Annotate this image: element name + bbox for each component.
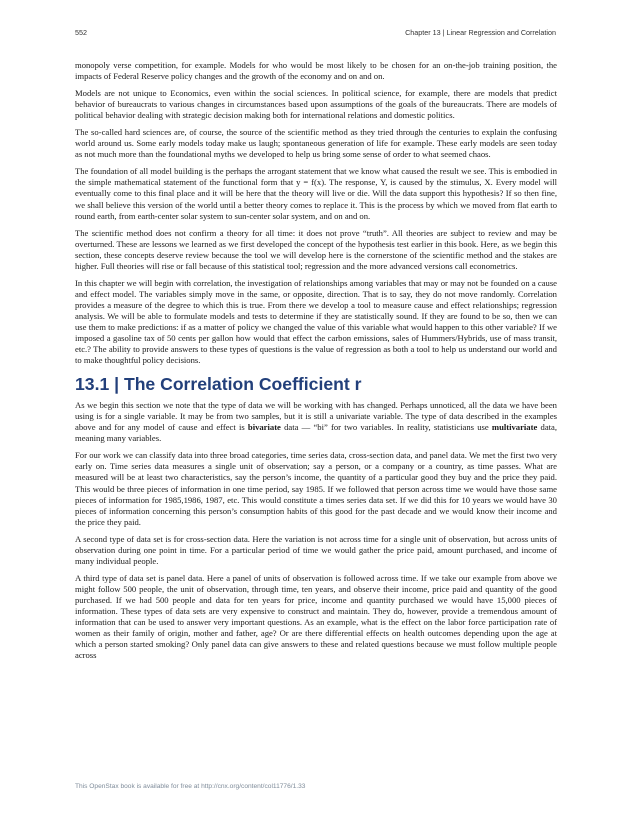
intro-paragraph-1: monopoly verse competition, for example. Models for who would be most likely to be chosen for an on-the-job training position, the impacts of Federal Reserve policy changes and the growth of the economy and on and on. (75, 60, 557, 82)
intro-paragraph-6: In this chapter we will begin with correlation, the investigation of relationships among variables that may or may not be founded on a cause and effect model. The variables simply move in the same, or opposite, direction. That is to say, they do not move randomly. Correlation provides a measure of the degree to which this is true. From there we develop a tool to measure cause and effect relationships; regression analysis. We will be able to formulate models and tests to determine if they are statistically sound. If they are found to be so, then we can use them to make predictions: if as a matter of policy we changed the value of this variable what would happen to this other variable? If we imposed a gasoline tax of 50 cents per gallon how would that effect the carbon emissions, sales of Hummers/Hybrids, use of mass transit, etc.? The ability to provide answers to these types of questions is the value of regression as both a tool to help us understand our world and to make thoughtful policy decisions. (75, 277, 557, 366)
page-footer: This OpenStax book is available for free at http://cnx.org/content/col11776/1.33 (75, 783, 306, 790)
page-number: 552 (75, 28, 87, 37)
section-paragraph-2: For our work we can classify data into three broad categories, time series data, cross-section data, and panel data. We met the first two very early on. Time series data measures a single unit of observation; say a person, or a company or a country, as time passes. What are measured will be at least two characteristics, say the person’s income, the quantity of a particular good they buy and the price they paid. This would be three pieces of information in one time period, say 1985. If we followed that person across time we would have those same pieces of information for 1985,1986, 1987, etc. This would constitute a times series data set. If we did this for 10 years we would have 30 pieces of information concerning this person’s consumption habits of this good for the past decade and we would know their income and the price they paid. (75, 450, 557, 527)
intro-paragraph-5: The scientific method does not confirm a theory for all time: it does not prove “truth”. All theories are subject to review and may be overturned. These are lessons we learned as we first developed the concept of the hypothesis test earlier in this book. Here, as we begin this section, these concepts deserve review because the tool we will develop here is the cornerstone of the scientific method and the stakes are higher. Full theories will rise or fall because of this statistical tool; regression and the more advanced versions call econometrics. (75, 227, 557, 271)
section-paragraph-1-part-b: data — “bi” for two variables. In reality, statisticians use (280, 422, 492, 433)
term-bivariate: bivariate (247, 422, 281, 433)
section-paragraph-1-part-c: data, meaning many variables. (75, 422, 557, 444)
intro-paragraph-3: The so-called hard sciences are, of course, the source of the scientific method as they tried through the centuries to explain the confusing world around us. Some early models today make us laugh; spontaneous generation of life for example. These early models are seen today as not much more than the foundational myths we developed to help us bring some sense of order to what seemed chaos. (75, 127, 557, 160)
intro-paragraph-2: Models are not unique to Economics, even within the social sciences. In political science, for example, there are models that predict behavior of bureaucrats to various changes in circumstances based upon assumptions of the goals of the bureaucrats. There are models of political behavior dealing with strategic decision making both for international relations and domestic politics. (75, 88, 557, 121)
section-paragraph-1 (75, 400, 557, 444)
section-paragraph-1-part-a: As we begin this section we note that the type of data we will be working with has changed. Perhaps unnoticed, all the data we have been using is for a single variable. It may be from two samples, but it is still a univariate variable. The type of data described in the examples above and for any model of cause and effect is (75, 400, 557, 433)
intro-paragraph-4: The foundation of all model building is the perhaps the arrogant statement that we know what caused the result we see. This is embodied in the simple mathematical statement of the functional form that y = f(x). The response, Y, is caused by the stimulus, X. Every model will eventually come to this final place and it will be here that the theory will live or die. Will the data support this hypothesis? If so then fine, we shall believe this version of the world until a better theory comes to replace it. This is the process by which we moved from flat earth to round earth, from earth-center solar system to sun-center solar system, and on and on. (75, 166, 557, 221)
term-multivariate: multivariate (491, 422, 538, 433)
page-body (75, 60, 557, 667)
section-paragraph-4: A third type of data set is panel data. Here a panel of units of observation is followed across time. If we take our example from above we might follow 500 people, the unit of observation, through time, ten years, and observe their income, price paid and quantity of the good purchased. If we had 500 people and data for ten years for price, income and quantity purchased we would have 15,000 pieces of information. These types of data sets are very expensive to construct and maintain. They do, however, provide a tremendous amount of information that can be used to answer very important questions. As an example, what is the effect on the labor force participation rate of women as their family of origin, mother and father, age? Or are there differential effects on health outcomes depending upon the age at which a person started smoking? Only panel data can give answers to these and related questions because we must follow multiple people across (75, 572, 557, 661)
section-paragraph-3: A second type of data set is for cross-section data. Here the variation is not across time for a single unit of observation, but across units of observation during one point in time. For a particular period of time we would gather the price paid, amount purchased, and income of many individual people. (75, 533, 557, 566)
section-title: 13.1 | The Correlation Coefficient r (75, 374, 362, 395)
page-header (75, 28, 556, 40)
chapter-title: Chapter 13 | Linear Regression and Correlation (405, 28, 556, 37)
